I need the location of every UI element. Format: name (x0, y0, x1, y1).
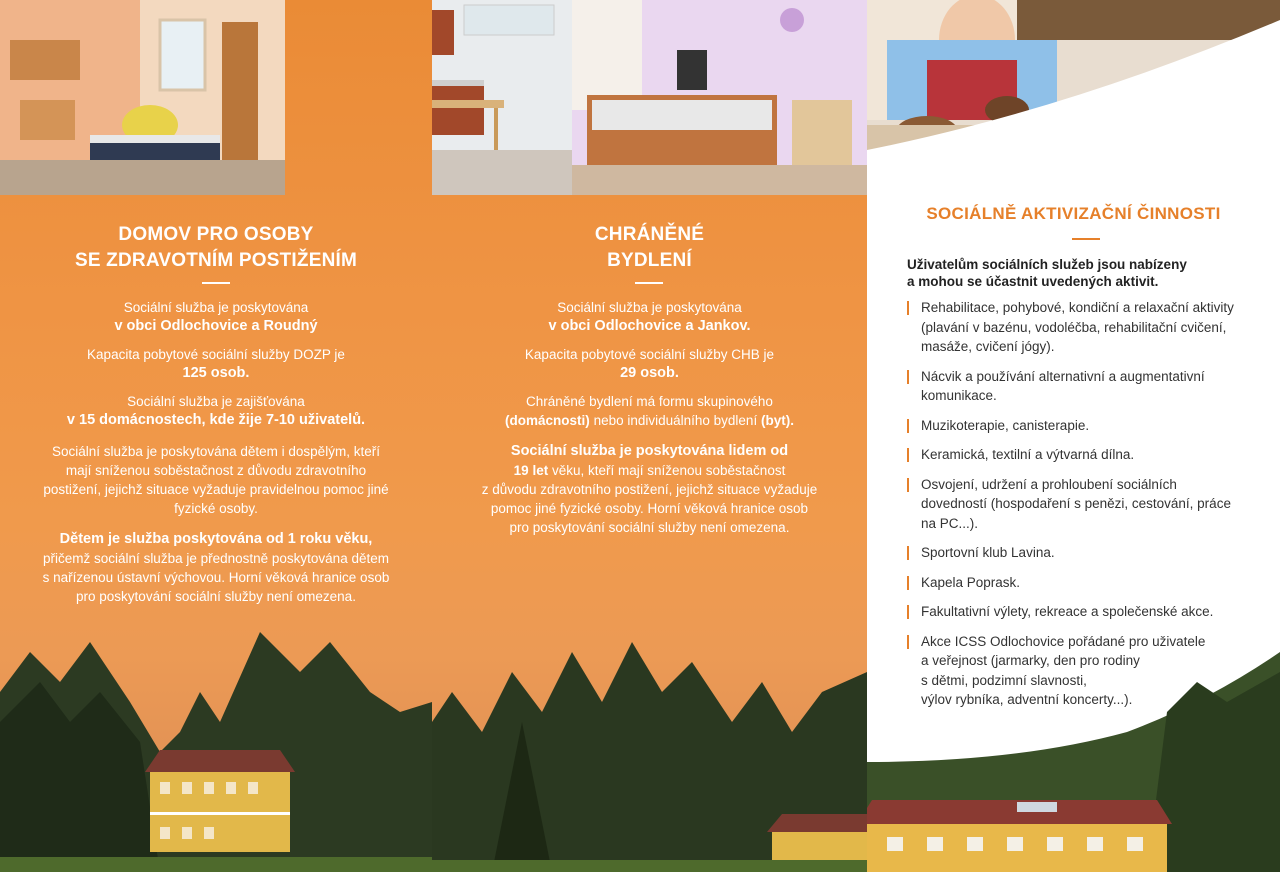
text-line: postižení, jejichž situace vyžaduje pravidelnou pomoc jiné (43, 482, 389, 497)
text-line-bold: v obci Odlochovice a Roudný (114, 318, 318, 334)
panel-domov (0, 0, 432, 872)
text-span: nebo individuálního bydlení (589, 413, 761, 428)
item-line: s dětmi, podzimní slavnosti, (921, 672, 1087, 688)
text-line: pomoc jiné fyzické osoby. Horní věková hranice osob (490, 501, 809, 516)
item-line: masáže, cvičení jógy). (921, 339, 1055, 354)
text-line-bold: v obci Odlochovice a Jankov. (548, 318, 751, 334)
item-line: (plavání v bazénu, vodoléčba, rehabilitační cvičení, (921, 319, 1227, 335)
item-line: na PC...). (921, 515, 979, 531)
ceramics-photo (867, 0, 1280, 170)
item-line: Akce ICSS Odlochovice pořádané pro uživatele (921, 633, 1206, 649)
panel3-title: SOCIÁLNĚ AKTIVIZAČNÍ ČINNOSTI (926, 204, 1221, 223)
panel1-title (0, 222, 432, 274)
panel2-title-line1: CHRÁNĚNÉ (594, 224, 705, 245)
text-bold: 19 let (513, 463, 549, 478)
item-line: Osvojení, udržení a prohloubení sociálních (921, 476, 1177, 492)
panel1-title-line2: SE ZDRAVOTNÍM POSTIŽENÍM (74, 250, 358, 271)
text-line: Kapacita pobytové sociální služby DOZP je (87, 347, 345, 362)
text-span: věku, kteří mají sníženou soběstačnost (548, 463, 786, 478)
item-line: a veřejnost (jarmarky, den pro rodiny (921, 653, 1140, 668)
item-line: Rehabilitace, pohybové, kondiční a relaxační aktivity (921, 300, 1234, 315)
item-line: Nácvik a používání alternativní a augmentativní (921, 368, 1205, 384)
panel1-title-line1: DOMOV PRO OSOBY (118, 224, 314, 245)
text-line-mixed (432, 461, 867, 480)
list-item (919, 543, 1259, 563)
kitchen-photo (432, 0, 572, 195)
item-line: Sportovní klub Lavina. (921, 545, 1055, 560)
item-line: Fakultativní výlety, rekreace a společenské akce. (921, 604, 1214, 619)
list-item (919, 298, 1259, 357)
list-item (919, 367, 1259, 406)
item-line: komunikace. (921, 388, 997, 403)
text-line-mixed (432, 411, 867, 430)
text-line: Chráněné bydlení má formu skupinového (526, 394, 773, 409)
text-line: přičemž sociální služba je přednostně poskytována dětem (43, 551, 389, 566)
bedroom-photo-2 (572, 0, 867, 195)
text-line: Kapacita pobytové sociální služby CHB je (524, 347, 775, 362)
divider (202, 282, 230, 284)
text-line: pro poskytování sociální služby není omezena. (509, 520, 790, 535)
text-line: Sociální služba je poskytována (557, 300, 742, 315)
text-line: mají sníženou soběstačnost z důvodu zdravotního (65, 463, 367, 478)
intro-line: Uživatelům sociálních služeb jsou nabízeny (907, 257, 1187, 272)
text-line: z důvodu zdravotního postižení, jejichž situace vyžaduje (481, 482, 818, 497)
list-item (919, 475, 1259, 534)
item-line: výlov rybníka, adventní koncerty...). (921, 692, 1133, 707)
panel2-title (432, 222, 867, 274)
panel-chranene-bydleni (432, 0, 867, 872)
divider (1072, 238, 1100, 240)
divider (635, 282, 663, 284)
panel3-intro (907, 256, 1187, 290)
text-line-bold: Sociální služba je poskytována lidem od (510, 443, 789, 459)
trees-and-building-photo (0, 632, 432, 872)
list-item (919, 416, 1259, 436)
panel2-content (432, 298, 867, 537)
text-line: Sociální služba je poskytována dětem i dospělým, kteří (52, 444, 380, 459)
text-bold: (domácnosti) (505, 413, 590, 428)
panel2-title-line2: BYDLENÍ (607, 250, 692, 271)
item-line: dovedností (hospodaření s penězi, cestování, práce (921, 496, 1231, 511)
item-line: Muzikoterapie, canisterapie. (921, 417, 1090, 433)
text-line-bold: 125 osob. (182, 365, 250, 381)
item-line: Keramická, textilní a výtvarná dílna. (921, 447, 1135, 462)
list-item (919, 573, 1259, 593)
text-line-bold: Dětem je služba poskytována od 1 roku věku, (59, 531, 373, 547)
text-line-bold: 29 osob. (620, 365, 679, 381)
panel-aktivity (867, 0, 1280, 872)
trees-and-building-photo (867, 642, 1280, 872)
list-item (919, 602, 1259, 622)
text-line: pro poskytování sociální služby není omezena. (76, 589, 356, 604)
text-line: Sociální služba je poskytována (123, 300, 309, 315)
text-bold: (byt). (760, 413, 794, 428)
text-line-bold: v 15 domácnostech, kde žije 7-10 uživatelů. (66, 412, 366, 428)
text-line: s nařízenou ústavní výchovou. Horní věková hranice osob (42, 570, 390, 585)
item-line: Kapela Poprask. (921, 574, 1021, 590)
text-line: Sociální služba je zajišťována (127, 394, 305, 409)
panel1-content (0, 298, 432, 606)
list-item (919, 445, 1259, 465)
intro-line: a mohou se účastnit uvedených aktivit. (907, 274, 1159, 289)
trees-and-building-photo (432, 632, 867, 872)
text-line: fyzické osoby. (174, 501, 258, 516)
